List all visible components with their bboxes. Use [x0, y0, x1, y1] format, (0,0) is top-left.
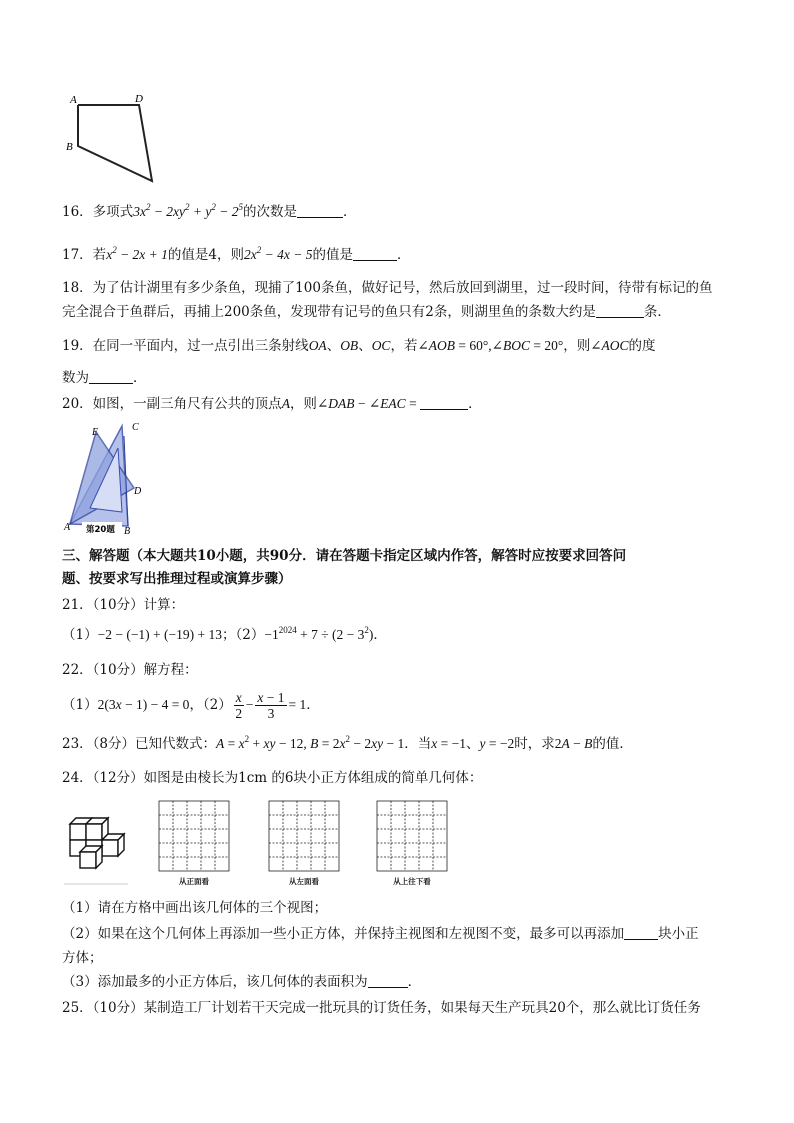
q24-part3-blank	[368, 973, 408, 988]
vertex-label-d: D	[135, 93, 143, 105]
q21-separator: ；（2）	[222, 627, 265, 643]
section-3-heading-line-1: 三、解答题（本大题共10小题，共90分．请在答题卡指定区域内作答，解答时应按要求回答问	[62, 548, 627, 564]
q19-line2-text: 数为	[62, 370, 89, 386]
grid-label-left: 从左面看	[289, 877, 319, 886]
question-24-part-2-line-1	[62, 924, 699, 944]
q24-part2-text-b: 块小正	[658, 926, 699, 942]
q18-answer-blank	[596, 303, 644, 318]
vertex-label-c: C	[132, 422, 139, 433]
question-19-line-2	[62, 368, 147, 388]
q23-mid: ．当	[404, 736, 432, 752]
question-19-line-1: 19．在同一平面内，过一点引出三条射线OA、OB、OC，若∠AOB = 60°,∠BOC = 20°，则∠AOC的度	[62, 338, 656, 354]
q19-target-angle: ∠AOC	[590, 338, 629, 353]
question-21-parts	[62, 625, 387, 645]
vertex-label-b: B	[66, 141, 73, 153]
question-24-head: 24．（12分）如图是由棱长为1cm 的6块小正方体组成的简单几何体：	[62, 770, 483, 786]
q22-part1-label: （1）	[62, 697, 98, 713]
question-25-line-1: 25．（10分）某制造工厂计划若干天完成一批玩具的订货任务，如果每天生产玩具20个，那么就比订货任务	[62, 1000, 701, 1016]
q19-end: 的度	[628, 338, 656, 354]
q21-part1-expr: −2 − (−1) + (−19) + 13	[97, 627, 223, 642]
question-18-line-2	[62, 302, 671, 322]
question-17	[62, 245, 410, 265]
q19-mid: ，若	[390, 338, 418, 354]
set-squares-figure	[62, 418, 152, 536]
question-24-part-3	[62, 972, 421, 992]
figure-20-caption: 第20题	[86, 525, 115, 535]
question-21-head: 21．（10分）计算：	[62, 597, 185, 613]
q16-answer-blank	[297, 203, 343, 218]
vertex-label-b: B	[124, 526, 131, 536]
question-18-line-1: 18．为了估计湖里有多少条鱼，现捕了100条鱼，做好记号，然后放回到湖里，过一段时间，待带有标记的鱼	[62, 280, 713, 296]
q18-end: 条．	[643, 304, 671, 320]
q23-target: 2A − B	[554, 736, 593, 751]
grid-label-top: 从上往下看	[393, 877, 431, 886]
q17-answer-blank	[353, 246, 397, 261]
q16-suffix: 的次数是	[243, 204, 298, 220]
question-23	[62, 734, 633, 754]
cube-stack-figure	[62, 812, 142, 888]
q20-end: ．	[468, 396, 482, 412]
q19-angles: ∠AOB = 60°,∠BOC = 20°	[417, 338, 564, 353]
q21-part1-label: （1）	[62, 627, 98, 643]
q20-vertex: A	[281, 396, 290, 411]
quadrilateral-outline	[78, 105, 152, 181]
q22-end: ．	[306, 697, 320, 713]
q23-prefix: 23．（8分）已知代数式：	[62, 736, 217, 752]
q18-line2-text: 完全混合于鱼群后，再捕上200条鱼，发现带有记号的鱼只有2条，则湖里鱼的条数大约是	[62, 304, 596, 320]
question-20	[62, 394, 482, 414]
q22-fraction-2: $\frac{x - 1}{3}$	[257, 690, 285, 721]
view-grid-top	[376, 800, 448, 872]
q17-prefix: 17．若	[62, 247, 107, 263]
q19-line2-end: ．	[133, 370, 147, 386]
q17-expr-2: $2x^2 - 4x - 5$	[244, 245, 313, 262]
q21-part2-expr: $-1^{2024} + 7 \div (2 - 3^2)$	[264, 625, 374, 642]
q22-part1-equation: 2(3x − 1) − 4 = 0	[97, 697, 190, 712]
question-22-parts: （1）2(3x − 1) − 4 = 0，（2） $\frac{x}{2}$ − $\frac{x - 1}{3}$ = 1．	[62, 690, 320, 721]
q20-prefix: 20．如图，一副三角尺有公共的顶点	[62, 396, 282, 412]
q22-separator: ，（2）	[189, 697, 232, 713]
q20-expression: ∠DAB − ∠EAC =	[316, 396, 421, 411]
q16-polynomial: $3x^2 - 2xy^2 + y^2 - 2^5$	[133, 202, 244, 219]
question-24-part-2-line-2: 方体；	[62, 950, 103, 966]
q19-answer-blank	[89, 369, 133, 384]
q21-end: ．	[373, 627, 387, 643]
q24-part2-blank	[624, 925, 658, 940]
q23-definitions: $A = x^2$ + xy − 12, $B = 2x^2 - 2xy - 1$	[216, 734, 405, 751]
q19-rays: OA	[308, 338, 327, 353]
q24-part2-text: （2）如果在这个几何体上再添加一些小正方体，并保持主视图和左视图不变，最多可以再添加	[62, 926, 625, 942]
q24-part3-text: （3）添加最多的小正方体后，该几何体的表面积为	[62, 974, 368, 990]
q23-mid2: 时，求	[514, 736, 555, 752]
question-16	[62, 202, 357, 222]
view-grid-front	[158, 800, 230, 872]
q17-suffix: 的值是	[312, 247, 353, 263]
q23-end: 的值．	[592, 736, 633, 752]
q22-fraction-1: $\frac{x}{2}$	[235, 690, 243, 721]
vertex-label-a: A	[64, 522, 71, 533]
q17-mid: 的值是4，则	[167, 247, 244, 263]
question-22-head: 22．（10分）解方程：	[62, 662, 198, 678]
q19-suffix: ，则	[563, 338, 591, 354]
grid-label-front: 从正面看	[179, 877, 209, 886]
view-grid-left	[268, 800, 340, 872]
q20-answer-blank	[420, 395, 468, 410]
q16-end: ．	[343, 204, 357, 220]
vertex-label-e: E	[92, 427, 99, 438]
q23-values: x = −1、y = −2	[431, 736, 515, 751]
q17-expr-1: $x^2 - 2x + 1$	[106, 245, 168, 262]
quadrilateral-figure	[62, 92, 162, 187]
q19-prefix: 19．在同一平面内，过一点引出三条射线	[62, 338, 309, 354]
q17-end: ．	[396, 247, 411, 263]
q20-mid: ，则	[289, 396, 317, 412]
question-24-part-1: （1）请在方格中画出该几何体的三个视图；	[62, 900, 328, 916]
section-3-heading-line-2: 题、按要求写出推理过程或演算步骤）	[62, 571, 292, 587]
q16-prefix: 16．多项式	[62, 204, 134, 220]
vertex-label-d: D	[134, 486, 142, 497]
vertex-label-a: A	[70, 94, 77, 106]
q24-part3-end: ．	[407, 974, 422, 990]
